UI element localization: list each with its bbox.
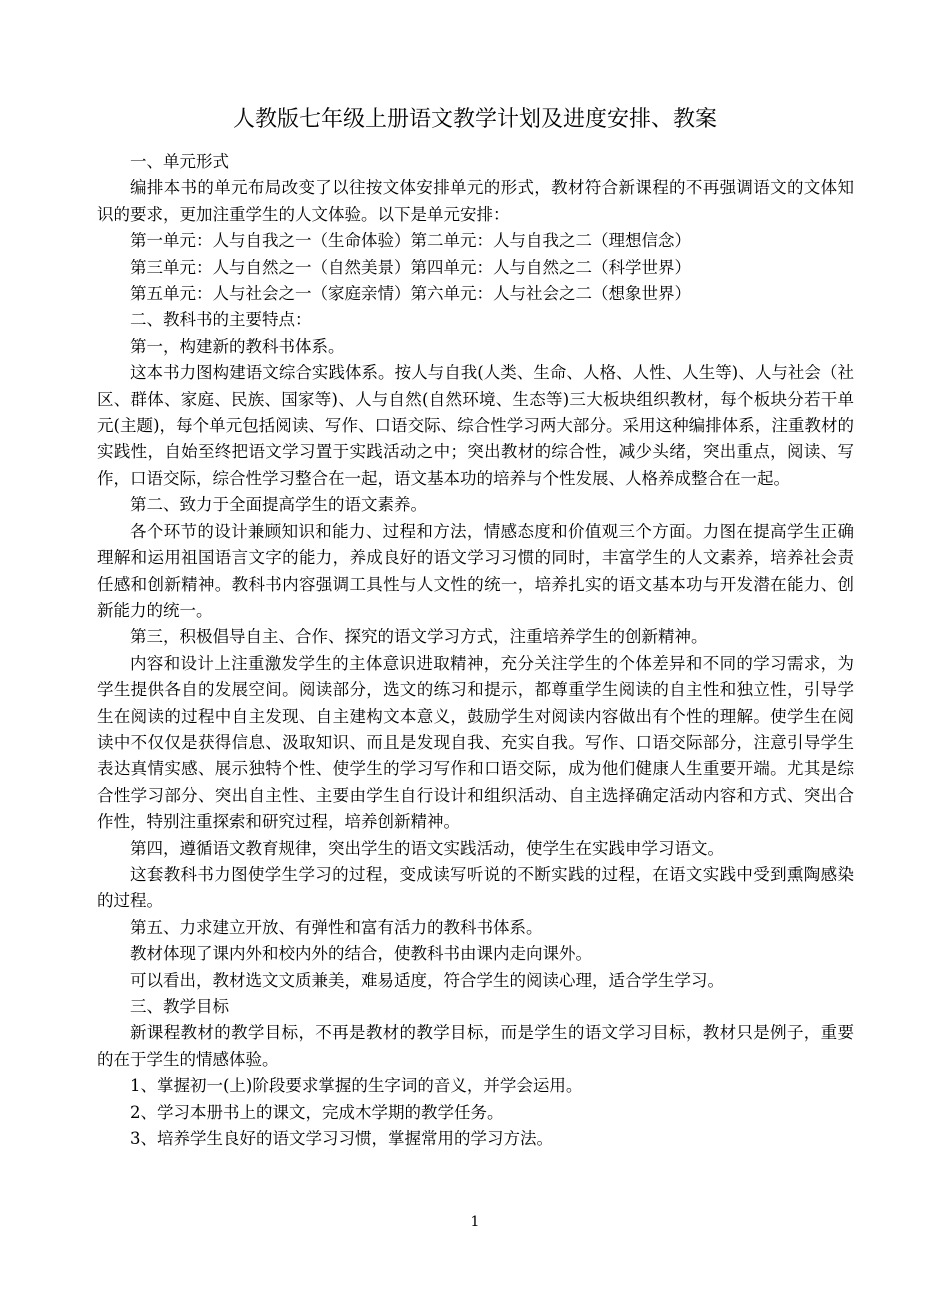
unit-line: 第五单元：人与社会之一（家庭亲情）第六单元：人与社会之二（想象世界） <box>130 284 691 304</box>
document-body <box>97 149 854 1152</box>
list-item: 2、学习本册书上的课文，完成木学期的教学任务。 <box>130 1102 504 1122</box>
paragraph: 这套教科书力图使学生学习的过程，变成读写听说的不断实践的过程，在语文实践中受到熏陶感染的过程。 <box>97 864 854 911</box>
page-number: 1 <box>470 1214 480 1230</box>
paragraph: 可以看出，教材选文文质兼美，难易适度，符合学生的阅读心理，适合学生学习。 <box>130 970 724 990</box>
sub-heading: 第五、力求建立开放、有弹性和富有活力的教科书体系。 <box>130 917 543 937</box>
list-item: 1、掌握初一(上)阶段要求掌握的生字词的音义，并学会运用。 <box>130 1076 583 1096</box>
paragraph: 新课程教材的教学目标，不再是教材的教学目标，而是学生的语文学习目标，教材只是例子，重要的在于学生的情感体验。 <box>97 1023 854 1069</box>
section-heading: 三、教学目标 <box>130 997 229 1016</box>
paragraph: 这本书力图构建语文综合实践体系。按人与自我(人类、生命、人格、人性、人生等)、人与社会（社区、群体、家庭、民族、国家等)、人与自然(自然环境、生态等)三大板块组织教材，每个板块分若干单元(主题)，每个单元包括阅读、写作、口语交际、综合性学习两大部分。采用这种编排体系，注重教材的实践性，自始至终把语文学习置于实践活动之中；突出教材的综合性，减少头绪，突出重点，阅读、写作，口语交际，综合性学习整合在一起，语文基本功的培养与个性发展、人格养成整合在一起。 <box>97 363 854 488</box>
unit-line: 第一单元：人与自我之一（生命体验）第二单元：人与自我之二（理想信念） <box>130 231 691 251</box>
paragraph: 各个环节的设计兼顾知识和能力、过程和方法，情感态度和价值观三个方面。力图在提高学生正确理解和运用祖国语言文字的能力，养成良好的语文学习习惯的同时，丰富学生的人文素养，培养社会责任感和创新精神。教科书内容强调工具性与人文性的统一，培养扎实的语文基本功与开发潜在能力、创新能力的统一。 <box>97 521 854 620</box>
paragraph: 编排本书的单元布局改变了以往按文体安排单元的形式，教材符合新课程的不再强调语文的文体知识的要求，更加注重学生的人文体验。以下是单元安排： <box>97 178 854 224</box>
paragraph: 教材体现了课内外和校内外的结合，使教科书由课内走向课外。 <box>130 944 592 964</box>
paragraph: 内容和设计上注重激发学生的主体意识进取精神，充分关注学生的个体差异和不同的学习需求，为学生提供各自的发展空间。阅读部分，选文的练习和提示，都尊重学生阅读的自主性和独立性，引导学生在阅读的过程中自主发现、自主建构文本意义，鼓励学生对阅读内容做出有个性的理解。使学生在阅读中不仅仅是获得信息、汲取知识、而且是发现自我、充实自我。写作、口语交际部分，注意引导学生表达真情实感、展示独特个性、使学生的学习写作和口语交际，成为他们健康人生重要开端。尤其是综合性学习部分、突出自主性、主要由学生自行设计和组织活动、自主选择确定活动内容和方式、突出合作性，特别注重探索和研究过程，培养创新精神。 <box>97 653 854 832</box>
sub-heading: 第一，构建新的教科书体系。 <box>130 336 345 356</box>
sub-heading: 第二、致力于全面提高学生的语文素养。 <box>130 495 427 515</box>
list-item: 3、培养学生良好的语文学习习惯，掌握常用的学习方法。 <box>130 1129 553 1149</box>
section-heading: 一、单元形式 <box>130 152 229 171</box>
section-heading: 二、教科书的主要特点： <box>130 310 312 330</box>
document-title: 人教版七年级上册语文教学计划及进度安排、教案 <box>232 107 717 132</box>
sub-heading: 第三，积极倡导自主、合作、探究的语文学习方式，注重培养学生的创新精神。 <box>130 627 708 647</box>
sub-heading: 第四，遵循语文教育规律，突出学生的语文实践活动，使学生在实践申学习语文。 <box>130 838 724 858</box>
unit-line: 第三单元：人与自然之一（自然美景）第四单元：人与自然之二（科学世界） <box>130 257 691 277</box>
